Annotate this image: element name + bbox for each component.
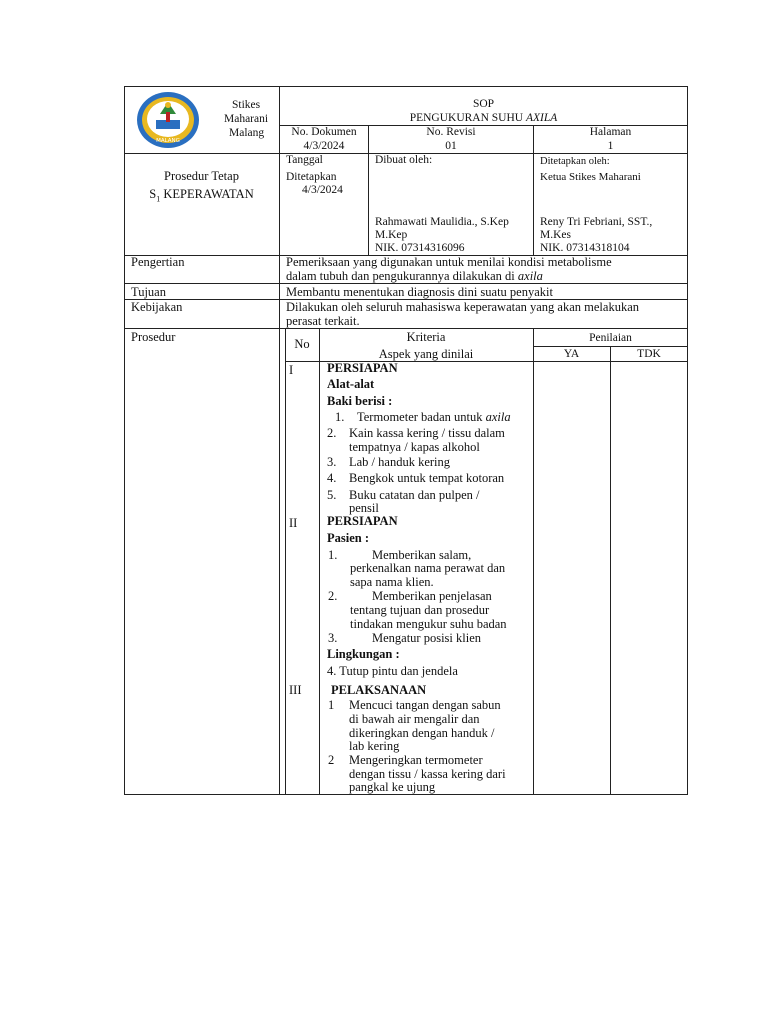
doc-no-value: 4/3/2024 <box>303 140 345 152</box>
exec-step-1-line-3: dikeringkan dengan handuk / <box>349 726 495 740</box>
lingkungan-heading: Lingkungan : <box>327 647 400 661</box>
pengertian-line-1: Pemeriksaan yang digunakan untuk menilai kondisi metabolisme <box>286 255 612 269</box>
date-label-2: Ditetapkan <box>286 171 337 183</box>
institution-line-1: Stikes <box>232 99 261 111</box>
exec-step-2-line-2: dengan tissu / kassa kering dari <box>349 767 506 781</box>
crit-div-ya <box>610 346 611 795</box>
set-by-role: Ketua Stikes Maharani <box>540 171 641 183</box>
divider-main <box>279 86 280 795</box>
tujuan-text: Membantu menentukan diagnosis dini suatu penyakit <box>286 285 553 299</box>
doc-no-label: No. Dokumen <box>291 126 357 138</box>
revision-value: 01 <box>445 140 457 152</box>
tujuan-label: Tujuan <box>131 285 166 299</box>
logo-ring-text: MALANG <box>156 138 180 144</box>
date-value: 4/3/2024 <box>302 184 343 196</box>
penilaian-header: Penilaian <box>589 332 632 344</box>
roman-2: II <box>289 516 298 530</box>
patient-step-1-line-3: sapa nama klien. <box>350 575 434 589</box>
no-header: No <box>294 337 310 351</box>
patient-step-3-num: 3. <box>328 631 338 645</box>
item-3-text: Lab / handuk kering <box>349 455 451 469</box>
persiapan-heading-1: PERSIAPAN <box>327 361 398 375</box>
department-label: $S_1$ KEPERAWATAN <box>149 187 254 204</box>
made-by-name-1: Rahmawati Maulidia., S.Kep <box>375 216 509 228</box>
item-2-line-1: Kain kassa kering / tissu dalam <box>349 426 505 440</box>
exec-step-2-line-3: pangkal ke ujung <box>349 780 436 794</box>
institution-line-2: Maharani <box>224 113 269 125</box>
rule-under-pengertian <box>124 283 688 284</box>
rule-under-kebijakan <box>124 328 688 329</box>
pengertian-line-2: dalam tubuh dan pengukurannya dilakukan di axila <box>286 269 543 283</box>
item-3-num: 3. <box>327 455 337 469</box>
pelaksanaan-heading: PELAKSANAAN <box>331 683 427 697</box>
item-5-line-1: Buku catatan dan pulpen / <box>349 488 480 502</box>
set-by-name-1: Reny Tri Febriani, SST., <box>540 216 653 228</box>
item-5-line-2: pensil <box>349 501 379 515</box>
baki-berisi-heading: Baki berisi : <box>327 394 393 408</box>
aspek-header: Aspek yang dinilai <box>378 347 474 361</box>
exec-step-2-line-1: Mengeringkan termometer <box>349 753 483 767</box>
patient-step-1-num: 1. <box>328 548 338 562</box>
div-date <box>368 153 369 255</box>
exec-step-1-line-1: Mencuci tangan dengan sabun <box>349 698 501 712</box>
procedure-label: Prosedur Tetap <box>164 169 239 183</box>
crit-div-no <box>319 328 320 795</box>
sop-title <box>279 111 688 125</box>
item-5-num: 5. <box>327 488 337 502</box>
made-by-nik: NIK. 07314316096 <box>375 242 465 254</box>
prosedur-label: Prosedur <box>131 330 176 344</box>
crit-div-kriteria <box>533 328 534 795</box>
border-top <box>124 86 688 87</box>
alat-alat-heading: Alat-alat <box>327 377 375 391</box>
environment-step-4: 4. Tutup pintu dan jendela <box>327 664 458 678</box>
page-value: 1 <box>607 140 614 152</box>
institution-line-3: Malang <box>229 127 265 139</box>
pasien-heading: Pasien : <box>327 531 370 545</box>
revision-label: No. Revisi <box>426 126 476 138</box>
pengertian-label: Pengertian <box>131 255 185 269</box>
patient-step-1-line-1: Memberikan salam, <box>372 548 472 562</box>
patient-step-3-text: Mengatur posisi klien <box>372 631 482 645</box>
item-1-num: 1. <box>335 410 345 424</box>
roman-1: I <box>289 363 294 377</box>
patient-step-2-line-1: Memberikan penjelasan <box>372 589 492 603</box>
crit-left <box>285 328 286 795</box>
sop-title-prefix: PENGUKURAN SUHU <box>409 112 526 124</box>
kebijakan-label: Kebijakan <box>131 300 183 314</box>
patient-step-2-line-2: tentang tujuan dan prosedur <box>350 603 490 617</box>
roman-3: III <box>289 683 302 697</box>
ya-header: YA <box>563 348 580 360</box>
item-4-num: 4. <box>327 471 337 485</box>
exec-step-1-line-2: di bawah air mengalir dan <box>349 712 480 726</box>
made-by-label: Dibuat oleh: <box>375 154 433 166</box>
div-signers <box>533 153 534 255</box>
kebijakan-line-1: Dilakukan oleh seluruh mahasiswa keperawatan yang akan melakukan <box>286 300 639 314</box>
item-4-text: Bengkok untuk tempat kotoran <box>349 471 505 485</box>
item-2-line-2: tempatnya / kapas alkohol <box>349 440 480 454</box>
patient-step-2-line-3: tindakan mengukur suhu badan <box>350 617 507 631</box>
page-label: Halaman <box>589 126 632 138</box>
kebijakan-line-2: perasat terkait. <box>286 314 360 328</box>
logo <box>136 90 200 150</box>
item-1-text: Termometer badan untuk axila <box>357 410 511 424</box>
patient-step-1-line-2: perkenalkan nama perawat dan <box>350 561 506 575</box>
tdk-header: TDK <box>637 348 661 360</box>
item-2-num: 2. <box>327 426 337 440</box>
exec-step-1-num: 1 <box>328 698 335 712</box>
exec-step-2-num: 2 <box>328 753 335 767</box>
set-by-label: Ditetapkan oleh: <box>540 156 610 167</box>
made-by-name-2: M.Kep <box>375 229 408 241</box>
persiapan-heading-2: PERSIAPAN <box>327 514 398 528</box>
exec-step-1-line-4: lab kering <box>349 739 400 753</box>
set-by-nik: NIK. 07314318104 <box>540 242 630 254</box>
kriteria-header: Kriteria <box>406 330 446 344</box>
sop-label: SOP <box>472 98 495 110</box>
sop-title-italic: AXILA <box>525 112 558 124</box>
border-bottom <box>124 794 688 795</box>
border-right <box>687 86 688 795</box>
patient-step-2-num: 2. <box>328 589 338 603</box>
set-by-name-2: M.Kes <box>540 229 571 241</box>
date-label-1: Tanggal <box>286 154 323 166</box>
